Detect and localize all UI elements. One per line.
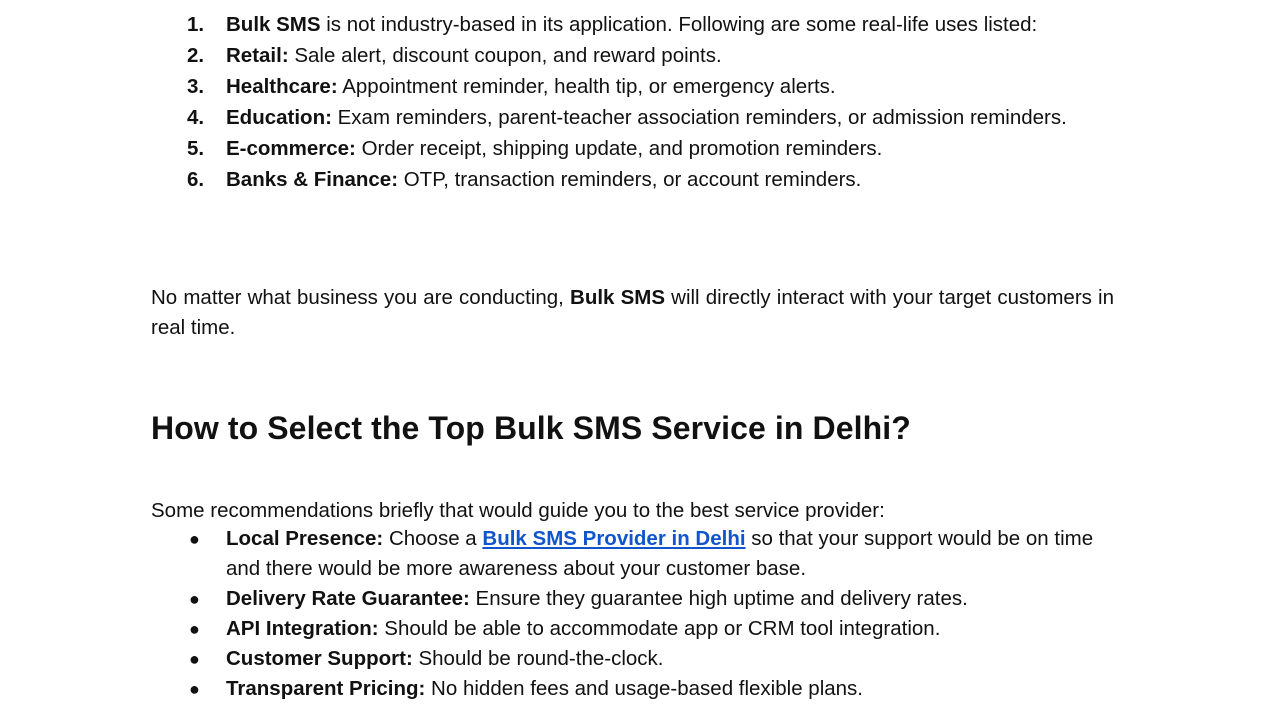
bullet-list <box>186 524 1116 704</box>
bullet-item <box>186 644 1116 674</box>
list-marker: 2. <box>187 44 205 67</box>
bullet-item <box>186 674 1116 704</box>
list-marker: 1. <box>187 13 205 36</box>
list-item <box>186 103 1114 133</box>
list-item <box>186 165 1114 195</box>
bullet-item-text: Should be able to accommodate app or CRM tool integration. <box>378 617 941 640</box>
list-item <box>186 134 1114 164</box>
bullet-icon: ● <box>189 619 200 639</box>
bullet-item-text: No hidden fees and usage-based flexible plans. <box>425 677 863 700</box>
list-item-term: Bulk SMS <box>226 13 321 36</box>
bullet-item-text: Choose a <box>383 527 483 550</box>
list-marker: 4. <box>187 106 205 129</box>
paragraph-bold: Bulk SMS <box>570 286 665 309</box>
bullet-item-term: API Integration: <box>226 617 379 640</box>
bullet-item-term: Delivery Rate Guarantee: <box>226 587 470 610</box>
list-item-text: Exam reminders, parent-teacher association reminders, or admission reminders. <box>331 106 1067 129</box>
bullet-icon: ● <box>189 679 200 699</box>
list-marker: 5. <box>187 137 205 160</box>
list-item-text: Order receipt, shipping update, and promotion reminders. <box>355 137 883 160</box>
provider-link[interactable]: Bulk SMS Provider in Delhi <box>482 527 746 550</box>
intro-paragraph: Some recommendations briefly that would guide you to the best service provider: <box>151 499 885 522</box>
list-item-text: Sale alert, discount coupon, and reward points. <box>288 44 722 67</box>
summary-paragraph <box>151 283 1114 343</box>
list-marker: 6. <box>187 168 205 191</box>
list-item <box>186 10 1114 40</box>
bullet-item-text: so that your support would be on time and there would be more awareness about your customer base. <box>226 527 1094 580</box>
bullet-item <box>186 614 1116 644</box>
bullet-item-term: Transparent Pricing: <box>226 677 426 700</box>
bullet-item-term: Customer Support: <box>226 647 413 670</box>
numbered-list <box>186 10 1114 196</box>
bullet-item-text: Ensure they guarantee high uptime and delivery rates. <box>469 587 968 610</box>
bullet-icon: ● <box>189 589 200 609</box>
list-item <box>186 72 1114 102</box>
list-item-text: OTP, transaction reminders, or account reminders. <box>398 168 862 191</box>
bullet-icon: ● <box>189 529 200 549</box>
list-item-text: is not industry-based in its application. Following are some real-life uses listed: <box>320 13 1038 36</box>
list-marker: 3. <box>187 75 205 98</box>
bullet-item <box>186 524 1116 584</box>
list-item-term: E-commerce: <box>226 137 356 160</box>
list-item <box>186 41 1114 71</box>
list-item-term: Banks & Finance: <box>226 168 399 191</box>
list-item-text: Appointment reminder, health tip, or emergency alerts. <box>337 75 836 98</box>
section-heading: How to Select the Top Bulk SMS Service in Delhi? <box>151 410 911 446</box>
bullet-item-text: Should be round-the-clock. <box>412 647 664 670</box>
paragraph-text-before: No matter what business you are conducting, <box>151 286 571 309</box>
list-item-term: Retail: <box>226 44 289 67</box>
bullet-icon: ● <box>189 649 200 669</box>
bullet-item <box>186 584 1116 614</box>
paragraph-text-after: will directly interact with your target customers in real time. <box>151 286 1114 339</box>
list-item-term: Education: <box>226 106 332 129</box>
bullet-item-term: Local Presence: <box>226 527 384 550</box>
list-item-term: Healthcare: <box>226 75 338 98</box>
